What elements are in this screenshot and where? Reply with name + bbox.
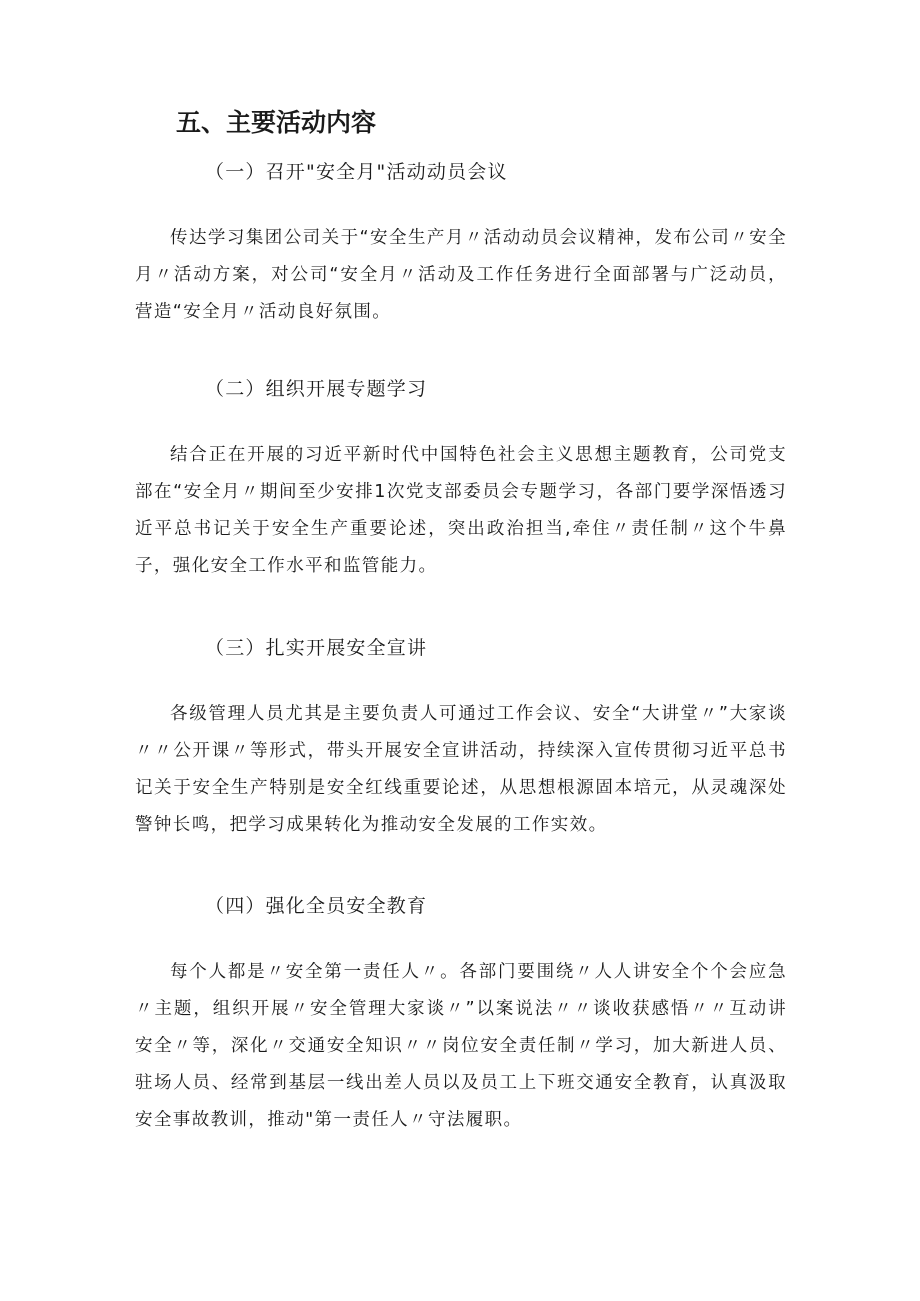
- subheading-4: （四）强化全员安全教育: [205, 895, 428, 917]
- paragraph-3: 各级管理人员尤其是主要负责人可通过工作会议、安全“大讲堂〃”大家谈〃〃公开课〃等形式，带头开展安全宣讲活动，持续深入宣传贯彻习近平总书记关于安全生产特别是安全红线重要论述，从思想根源固本培元，从灵魂深处警钟长鸣，把学习成果转化为推动安全发展的工作实效。: [135, 704, 787, 835]
- paragraph-2: 结合正在开展的习近平新时代中国特色社会主义思想主题教育，公司党支部在“安全月〃期间至少安排1次党支部委员会专题学习，各部门要学深悟透习近平总书记关于安全生产重要论述，突出政治担当,牵住〃责任制〃这个牛鼻子，强化安全工作水平和监管能力。: [135, 445, 787, 576]
- paragraph-4: 每个人都是〃安全第一责任人〃。各部门要围绕〃人人讲安全个个会应急〃主题，组织开展〃安全管理大家谈〃”以案说法〃〃谈收获感悟〃〃互动讲安全〃等，深化〃交通安全知识〃〃岗位安全责任制〃学习，加大新进人员、驻场人员、经常到基层一线出差人员以及员工上下班交通安全教育，认真汲取安全事故教训，推动"第一责任人〃守法履职。: [135, 962, 787, 1130]
- subheading-2: （二）组织开展专题学习: [205, 378, 428, 400]
- subheading-1: （一）召开"安全月"活动动员会议: [205, 161, 508, 183]
- section-title: 五、主要活动内容: [176, 108, 377, 137]
- subheading-3: （三）扎实开展安全宣讲: [205, 637, 428, 659]
- paragraph-1: 传达学习集团公司关于“安全生产月〃活动动员会议精神，发布公司〃安全月〃活动方案，对公司“安全月〃活动及工作任务进行全面部署与广泛动员，营造“安全月〃活动良好氛围。: [135, 228, 787, 322]
